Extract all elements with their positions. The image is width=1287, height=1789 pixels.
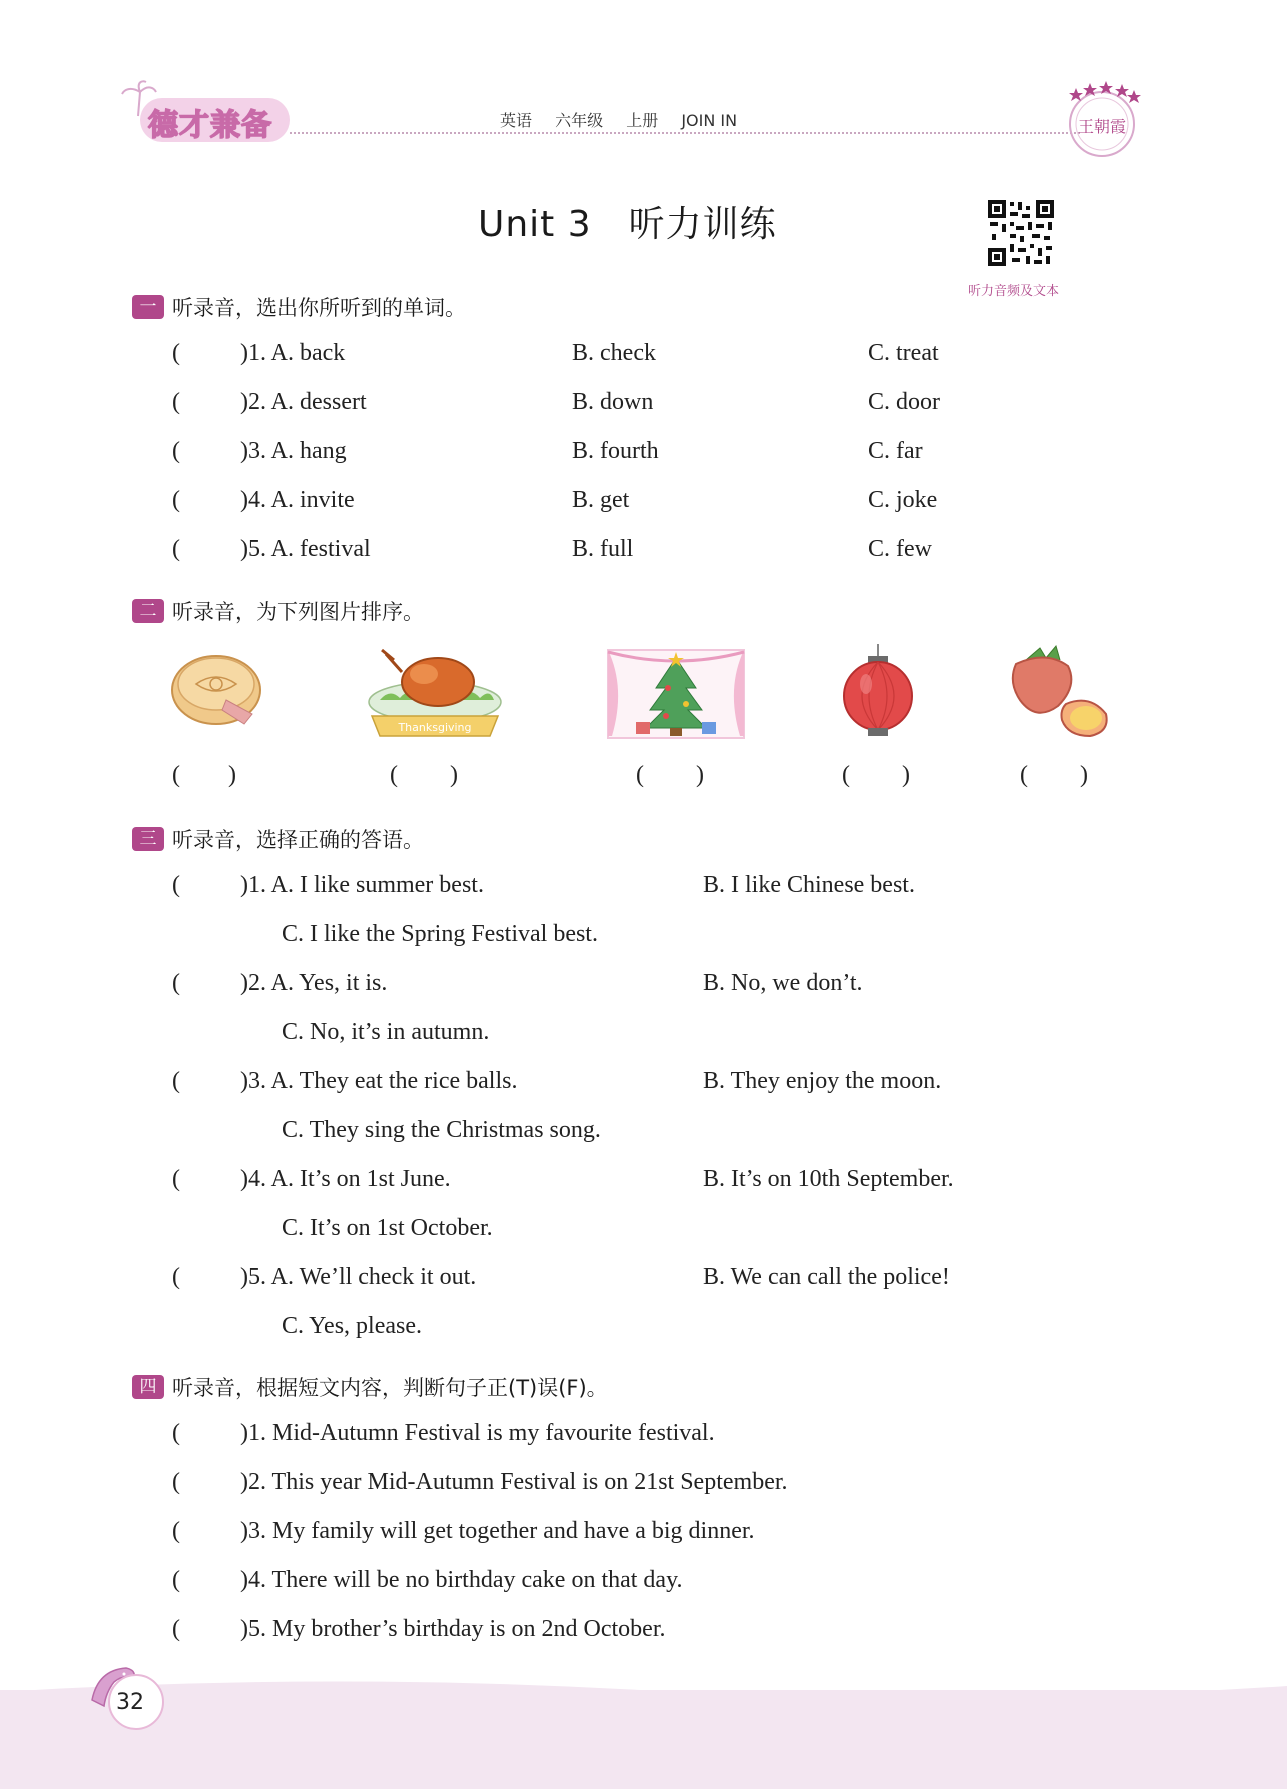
answer-blank-open[interactable]: (: [172, 1166, 180, 1192]
s3-q2-option-c: C. No, it’s in autumn.: [282, 1019, 490, 1045]
mooncake-icon: [166, 640, 266, 730]
s1-q4-option-c: C. joke: [868, 487, 938, 513]
answer-blank-open[interactable]: (: [172, 340, 180, 366]
subject-label: 英语: [500, 111, 533, 130]
s1-q5-option-c: C. few: [868, 536, 932, 562]
s3-q3-option-a: )3. A. They eat the rice balls.: [240, 1068, 518, 1094]
s4-statement-5-text: )5. My brother’s birthday is on 2nd October.: [240, 1616, 666, 1642]
edition-label: JOIN IN: [681, 111, 738, 130]
s1-q1-option-c: C. treat: [868, 340, 939, 366]
brand-text: 德才兼备: [148, 108, 272, 143]
s1-q2-option-c: C. door: [868, 389, 940, 415]
page-number: 32: [116, 1690, 144, 1715]
s3-q4-option-b: B. It’s on 10th September.: [703, 1166, 954, 1192]
s3-q1-option-a: )1. A. I like summer best.: [240, 872, 484, 898]
s4-statement-3-text: )3. My family will get together and have a big dinner.: [240, 1518, 755, 1544]
answer-blank-open[interactable]: (: [172, 1518, 180, 1544]
sweet-potato-icon: [1006, 642, 1116, 742]
picture-2-answer[interactable]: ( ): [390, 762, 458, 788]
section4-title: 听录音，根据短文内容，判断句子正(T)误(F)。: [172, 1376, 608, 1400]
s3-q4-option-c: C. It’s on 1st October.: [282, 1215, 493, 1241]
answer-blank-open[interactable]: (: [172, 970, 180, 996]
section1-badge: 一: [132, 295, 164, 319]
section3-title: 听录音，选择正确的答语。: [172, 828, 424, 852]
answer-blank-open[interactable]: (: [172, 389, 180, 415]
section2-heading: [132, 596, 424, 626]
s3-q1-option-c: C. I like the Spring Festival best.: [282, 921, 598, 947]
page-title: Unit 3 听力训练: [478, 204, 777, 245]
s3-q3-option-b: B. They enjoy the moon.: [703, 1068, 942, 1094]
christmas-tree-icon: [606, 648, 746, 740]
s1-q2-option-a: )2. A. dessert: [240, 389, 367, 415]
section4-badge: 四: [132, 1375, 164, 1399]
answer-blank-open[interactable]: (: [172, 1469, 180, 1495]
s3-q5-option-a: )5. A. We’ll check it out.: [240, 1264, 477, 1290]
s1-q5-option-a: )5. A. festival: [240, 536, 371, 562]
s4-statement-4-text: )4. There will be no birthday cake on that day.: [240, 1567, 683, 1593]
s3-q5-option-b: B. We can call the police!: [703, 1264, 950, 1290]
s1-q2-option-b: B. down: [572, 389, 654, 415]
section2-title: 听录音，为下列图片排序。: [172, 600, 424, 624]
section3-badge: 三: [132, 827, 164, 851]
s4-statement-1-text: )1. Mid-Autumn Festival is my favourite festival.: [240, 1420, 715, 1446]
s3-q5-option-c: C. Yes, please.: [282, 1313, 423, 1339]
section1-heading: [132, 292, 466, 322]
s3-q4-option-a: )4. A. It’s on 1st June.: [240, 1166, 451, 1192]
answer-blank-open[interactable]: (: [172, 1264, 180, 1290]
answer-blank-open[interactable]: (: [172, 438, 180, 464]
picture-3-answer[interactable]: ( ): [636, 762, 704, 788]
picture-1-answer[interactable]: ( ): [172, 762, 236, 788]
s1-q4-option-a: )4. A. invite: [240, 487, 355, 513]
answer-blank-open[interactable]: (: [172, 872, 180, 898]
answer-blank-open[interactable]: (: [172, 1616, 180, 1642]
answer-blank-open[interactable]: (: [172, 487, 180, 513]
seal-icon: [1062, 80, 1142, 160]
s1-q3-option-b: B. fourth: [572, 438, 659, 464]
s1-q3-option-c: C. far: [868, 438, 923, 464]
answer-blank-open[interactable]: (: [172, 1567, 180, 1593]
turkey-icon: [360, 642, 510, 742]
page-footer: [0, 1690, 1287, 1789]
header-meta: [500, 108, 755, 131]
answer-blank-open[interactable]: (: [172, 536, 180, 562]
s3-q2-option-a: )2. A. Yes, it is.: [240, 970, 388, 996]
grade-label: 六年级: [555, 111, 604, 130]
s3-q1-option-b: B. I like Chinese best.: [703, 872, 915, 898]
qr-label: 听力音频及文本: [968, 284, 1060, 299]
answer-blank-open[interactable]: (: [172, 1420, 180, 1446]
lantern-icon: [838, 644, 918, 744]
section1-title: 听录音，选出你所听到的单词。: [172, 296, 466, 320]
s1-q1-option-b: B. check: [572, 340, 656, 366]
s1-q3-option-a: )3. A. hang: [240, 438, 347, 464]
picture-4-answer[interactable]: ( ): [842, 762, 910, 788]
section4-heading: [132, 1372, 608, 1402]
header-divider: [290, 132, 1080, 134]
seal-text: 王朝霞: [1077, 117, 1127, 136]
brand-logo: [118, 78, 298, 148]
picture-5-answer[interactable]: ( ): [1020, 762, 1088, 788]
section3-heading: [132, 824, 424, 854]
thanksgiving-banner-text: Thanksgiving: [398, 721, 472, 734]
qr-code-icon[interactable]: [986, 198, 1056, 268]
answer-blank-open[interactable]: (: [172, 1068, 180, 1094]
s1-q4-option-b: B. get: [572, 487, 630, 513]
s4-statement-2-text: )2. This year Mid-Autumn Festival is on 21st September.: [240, 1469, 788, 1495]
s3-q2-option-b: B. No, we don’t.: [703, 970, 863, 996]
s1-q1-option-a: )1. A. back: [240, 340, 346, 366]
section2-badge: 二: [132, 599, 164, 623]
volume-label: 上册: [626, 111, 659, 130]
s3-q3-option-c: C. They sing the Christmas song.: [282, 1117, 601, 1143]
s1-q5-option-b: B. full: [572, 536, 634, 562]
